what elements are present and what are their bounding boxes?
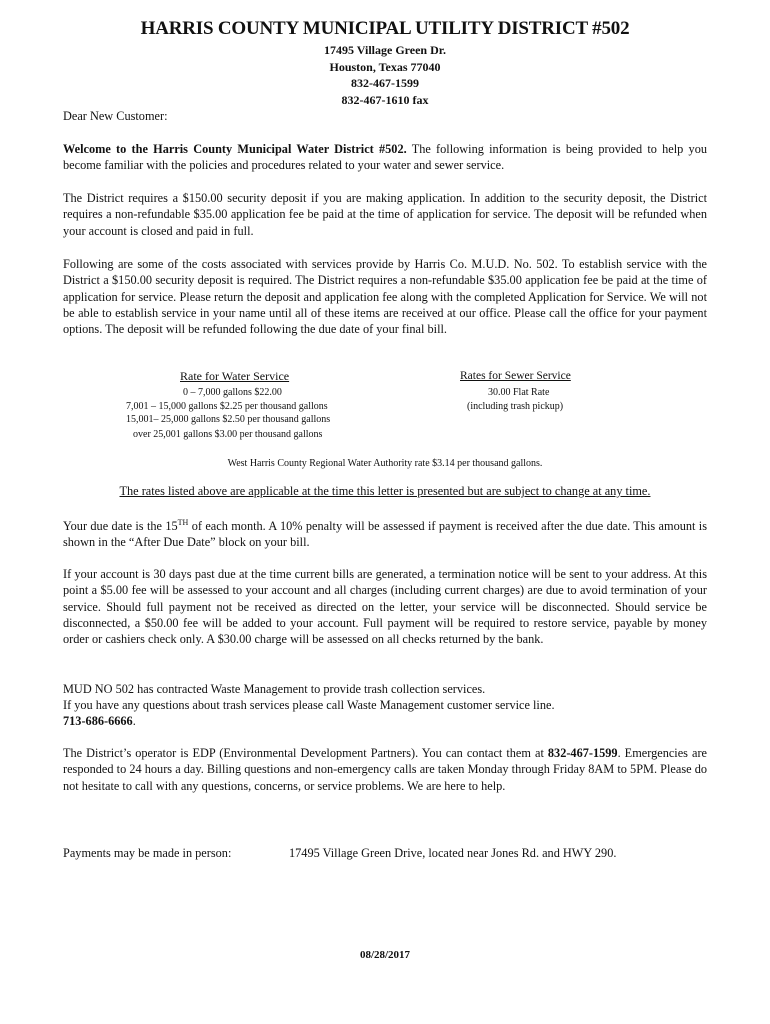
operator-phone: 832-467-1599 [547, 746, 618, 760]
water-rates-heading: Rate for Water Service [180, 369, 290, 383]
welcome-bold: Welcome to the Harris County Municipal Water District #502. [63, 142, 407, 156]
termination-paragraph: If your account is 30 days past due at the time current bills are generated, a termination notice will be sent to your address. At this point a $5.00 fee will be assessed to your account and all charges (including current charges) are due to avoid termination of your service. Should full payment not be received as directed on the letter, your service will be disconnected. Should service be disconnected, a $50.00 fee will be added to your account. Full payment will be required to restore service, payable by money order or cashiers check only. A $30.00 charge will be assessed on all checks returned by the bank. [63, 567, 707, 647]
address-line-2: Houston, Texas 77040 [329, 60, 441, 74]
welcome-paragraph [63, 141, 707, 174]
payments-label: Payments may be made in person: [63, 846, 232, 860]
water-rate-row: 7,001 – 15,000 gallons $2.25 per thousand gallons [126, 401, 328, 412]
address-line-1: 17495 Village Green Dr. [324, 43, 446, 57]
operator-pre: The District’s operator is EDP (Environmental Development Partners). You can contact them at [63, 746, 548, 760]
trash-phone-line [63, 713, 707, 729]
due-date-sup: TH [177, 518, 189, 527]
costs-paragraph: Following are some of the costs associated with services provide by Harris Co. M.U.D. No. 502. To establish service with the District a $150.00 security deposit is required. The District requires a non-refundable $35.00 application fee be paid at the time of application for service. Please return the deposit and application fee along with the completed Application for Service. We will not be able to establish service in your name until all of these items are received at our office. Please call the office for your payment options. The deposit will be refunded following the due date of your final bill. [63, 257, 707, 337]
water-rate-row: 15,001– 25,000 gallons $2.50 per thousand gallons [126, 414, 331, 425]
sewer-rates-heading: Rates for Sewer Service [460, 370, 571, 382]
fax-number: 832-467-1610 fax [341, 93, 429, 107]
deposit-paragraph: The District requires a $150.00 security deposit if you are making application. In addition to the security deposit, the District requires a non-refundable $35.00 application fee be paid at the time of application for service. The deposit will be refunded when your account is closed and paid in full. [63, 191, 707, 238]
trash-line-2: If you have any questions about trash services please call Waste Management customer service line. [63, 698, 555, 712]
letter-title: HARRIS COUNTY MUNICIPAL UTILITY DISTRICT #502 [140, 18, 630, 39]
trash-phone-suffix: . [132, 714, 136, 728]
due-date-paragraph [63, 515, 707, 551]
water-rate-row: 0 – 7,000 gallons $22.00 [183, 387, 282, 398]
rates-change-notice: The rates listed above are applicable at the time this letter is presented but are subject to change at any time. [119, 484, 651, 498]
operator-paragraph [63, 745, 707, 794]
payments-location: 17495 Village Green Drive, located near Jones Rd. and HWY 290. [289, 846, 617, 860]
sewer-rate-row: (including trash pickup) [467, 401, 564, 412]
trash-line-1: MUD NO 502 has contracted Waste Management to provide trash collection services. [63, 682, 486, 696]
letter-date: 08/28/2017 [359, 949, 411, 961]
due-date-post: of each month. A 10% penalty will be assessed if payment is received after the due date. This amount is shown in the “After Due Date” block on your bill. [63, 519, 708, 550]
operator-post: . Emergencies are responded to 24 hours a day. Billing questions and non-emergency calls are taken Monday through Friday 8AM to 5PM. Please do not hesitate to call with any questions, concerns, or service problems. We are here to help. [63, 746, 707, 793]
water-authority-rate: West Harris County Regional Water Authority rate $3.14 per thousand gallons. [227, 458, 543, 469]
trash-phone: 713-686-6666 [63, 714, 133, 728]
phone-number: 832-467-1599 [351, 76, 419, 90]
salutation: Dear New Customer: [63, 109, 168, 123]
sewer-rate-row: 30.00 Flat Rate [488, 387, 550, 398]
water-rate-row: over 25,001 gallons $3.00 per thousand gallons [133, 429, 323, 440]
due-date-pre: Your due date is the 15 [63, 519, 178, 534]
welcome-text: The following information is being provided to help you become familiar with the policies and procedures related to your water and sewer service. [63, 142, 707, 173]
